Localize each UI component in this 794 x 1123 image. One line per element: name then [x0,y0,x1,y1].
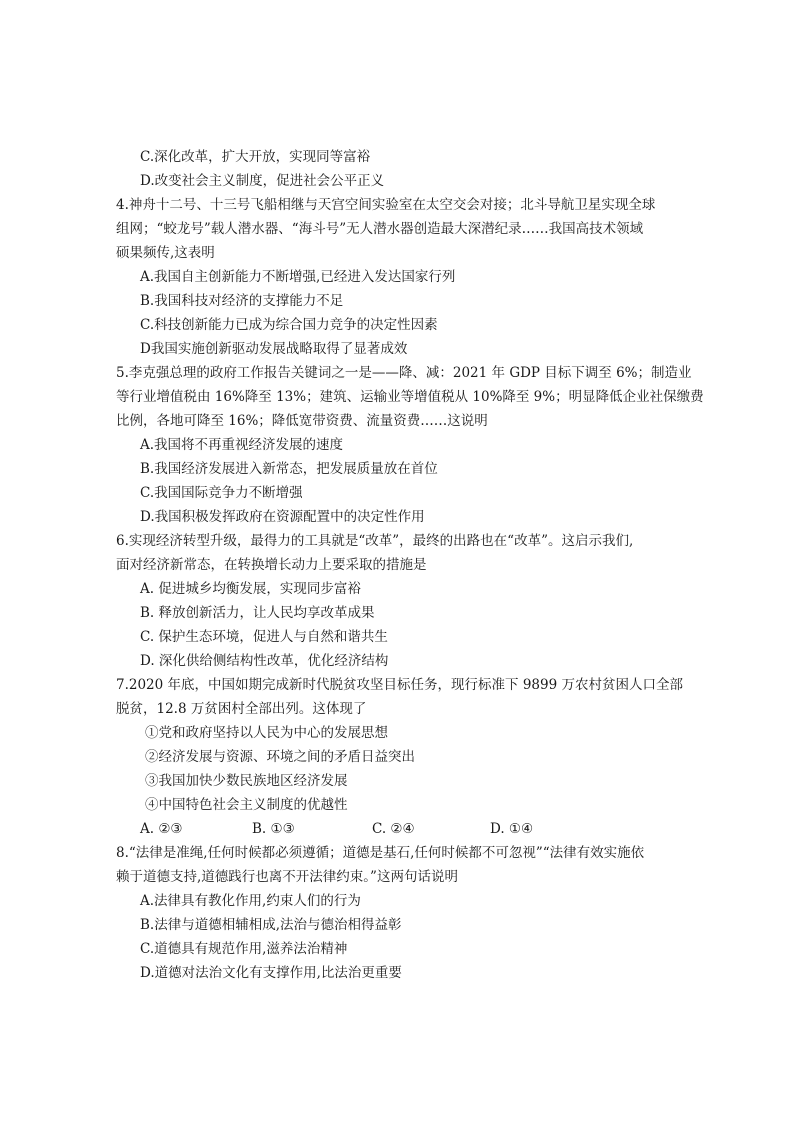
answer-choice: D. ①④ [490,821,534,837]
question-line: 4.神舟十二号、十三号飞船相继与天宫空间实验室在太空交会对接；北斗导航卫星实现全球 [116,197,656,213]
question-line: 5.李克强总理的政府工作报告关键词之一是——降、减：2021 年 GDP 目标下调至 6%；制造业 [116,365,692,381]
question-line: 比例，各地可降至 16%；降低宽带资费、流量资费……这说明 [116,413,488,429]
statement-line: ①党和政府坚持以人民为中心的发展思想 [145,725,388,741]
question-line: 硕果频传,这表明 [116,245,215,261]
option-line: A. 促进城乡均衡发展，实现同步富裕 [140,581,361,597]
option-line: C. 保护生态环境，促进人与自然和谐共生 [140,629,388,645]
option-line: D.我国积极发挥政府在资源配置中的决定性作用 [140,509,425,525]
question-line: 8.“法律是准绳,任何时候都必须遵循；道德是基石,任何时候都不可忽视”“法律有效实施依 [116,845,645,861]
question-line: 等行业增值税由 16%降至 13%；建筑、运输业等增值税从 10%降至 9%；明显降低企业社保缴费 [116,389,704,405]
question-line: 脱贫，12.8 万贫困村全部出列。这体现了 [116,701,367,717]
option-line: A.我国自主创新能力不断增强,已经进入发达国家行列 [140,269,456,285]
answer-choice: B. ①③ [252,821,295,837]
question-line: 赖于道德支持,道德践行也离不开法律约束。”这两句话说明 [116,869,458,885]
option-line: C.深化改革，扩大开放，实现同等富裕 [140,149,371,165]
option-line: A.法律具有教化作用,约束人们的行为 [140,893,361,909]
option-line: B.法律与道德相辅相成,法治与德治相得益彰 [140,917,402,933]
question-line: 7.2020 年底，中国如期完成新时代脱贫攻坚目标任务，现行标准下 9899 万农村贫困人口全部 [116,677,683,693]
option-line: D.道德对法治文化有支撑作用,比法治更重要 [140,965,402,981]
question-line: 组网；“蛟龙号”载人潜水器、“海斗号”无人潜水器创造最大深潜纪录……我国高技术领域 [116,221,644,237]
question-line: 6.实现经济转型升级，最得力的工具就是“改革”，最终的出路也在“改革”。这启示我们, [116,533,634,549]
option-line: B.我国科技对经济的支撑能力不足 [140,293,344,309]
statement-line: ②经济发展与资源、环境之间的矛盾日益突出 [145,749,415,765]
option-line: B. 释放创新活力，让人民均享改革成果 [140,605,375,621]
option-line: C.道德具有规范作用,滋养法治精神 [140,941,348,957]
question-line: 面对经济新常态，在转换增长动力上要采取的措施是 [116,557,427,573]
option-line: C.我国国际竞争力不断增强 [140,485,303,501]
answer-choice: C. ②④ [372,821,415,837]
option-line: D我国实施创新驱动发展战略取得了显著成效 [140,341,408,357]
option-line: A.我国将不再重视经济发展的速度 [140,437,344,453]
option-line: D.改变社会主义制度，促进社会公平正义 [140,173,385,189]
statement-line: ④中国特色社会主义制度的优越性 [145,797,348,813]
statement-line: ③我国加快少数民族地区经济发展 [145,773,348,789]
option-line: B.我国经济发展进入新常态，把发展质量放在首位 [140,461,438,477]
option-line: C.科技创新能力已成为综合国力竞争的决定性因素 [140,317,438,333]
answer-choice: A. ②③ [140,821,183,837]
option-line: D. 深化供给侧结构性改革，优化经济结构 [140,653,389,669]
